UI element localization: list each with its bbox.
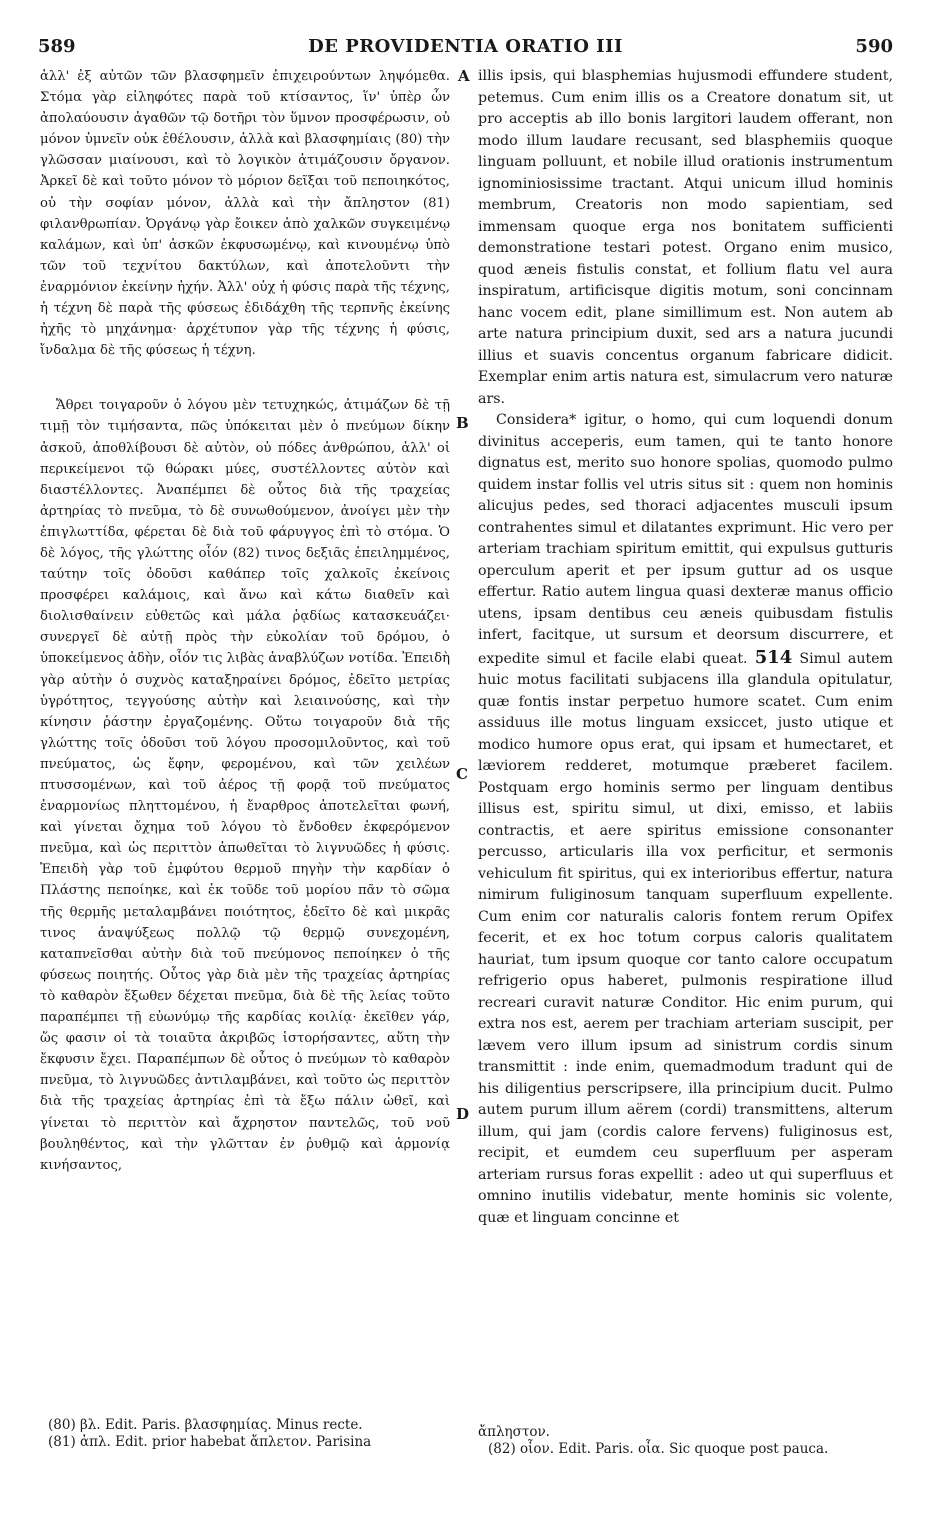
- latin-paragraph-2: [478, 410, 893, 1229]
- margin-marker-c: C: [456, 765, 468, 783]
- footnote-82: (82) οἷον. Edit. Paris. οἷα. Sic quoque post pauca.: [488, 1441, 829, 1457]
- page-number-right: 590: [855, 36, 893, 57]
- latin-paragraph-1: illis ipsis, qui blasphemias hujusmodi effundere student, petemus. Cum enim illis os a Creatore donatum sit, ut pro acceptis ab illo bonis largitori laudem offerant, non modo illum laudare recusant, sed blasphemiis quoque linguam polluunt, et nobile illud orationis instrumentum ignominiosissime tractant. Atqui unicum illud hominis membrum, Creatoris non modo sapientiam, sed immensam quoque erga nos bonitatem sufficienti demonstratione testari potest. Organo enim musico, quod æneis fistulis constat, et follium flatu vel aura inspiratum, artificisque digitis motum, soni concinnam hanc vocem edit, plane simillimum est. Non autem ab arte natura principium duxit, sed ars a natura jucundi illius et suavis concentus organum fabricare didicit. Exemplar enim artis natura est, simulacrum vero naturæ ars.: [478, 68, 893, 407]
- footnote-81: (81) ἀπλ. Edit. prior habebat ἄπλετον. Parisina: [48, 1434, 372, 1450]
- margin-marker-d: D: [456, 1105, 470, 1123]
- latin-footnotes: [478, 1424, 893, 1458]
- greek-paragraph-2: Ἄθρει τοιγαροῦν ὁ λόγου μὲν τετυχηκώς, ἀτιμάζων δὲ τῇ τιμῇ τὸν τιμήσαντα, πῶς ὑπόκειται μὲν ὁ πνεύμων δίκην ἀσκοῦ, ἀποθλίβουσι δὲ αὐτὸν, οὐ πόδες ἀνθρώπου, ἀλλ' οἱ περικείμενοι τῷ θώρακι μύες, συστέλλοντες αὐτὸν καὶ διαστέλλοντες. Ἀναπέμπει δὲ οὗτος διὰ τῆς τραχείας ἀρτηρίας τὸ πνεῦμα, τὸ δὲ συνωθούμενον, ἀνοίγει μὲν τὴν ἐπιγλωττίδα, φέρεται δὲ διὰ τοῦ φάρυγγος ἐπὶ τὸ στόμα. Ὁ δὲ λόγος, τῆς γλώττης οἷόν (82) τινος δεξιᾶς ἐπειλημμένος, ταύτην τοῖς ὀδοῦσι καθάπερ τοῖς χαλκοῖς ἐκείνοις προσφέρει καλάμοις, καὶ ἄνω καὶ κάτω διαθεῖν καὶ διολισθαίνειν εὐθετῶς καὶ μάλα ῥᾳδίως κατασκευάζει· συνεργεῖ δὲ αὐτῇ πρὸς τὴν εὐκολίαν τοῦ δρόμου, ὁ ὑποκείμενος ἀδὴν, οἷόν τις λιβὰς ἀναβλύζων νοτίδα. Ἐπειδὴ γὰρ αὐτὴν ὁ συχνὸς καταξηραίνει δρόμος, ἐδεῖτο μετρίας ὑγρότητος, τεγγούσης αὐτὴν καὶ λειαινούσης, καὶ τὴν κίνησιν ῥάστην ἐργαζομένης. Οὕτω τοιγαροῦν διὰ τῆς γλώττης τοῖς ὀδοῦσι τοῦ λόγου προσομιλοῦντος, καὶ τοῦ πνεύματος, ὡς ἔφην, φερομένου, καὶ τῶν χειλέων πτυσσομένων, καὶ τοῦ ἀέρος τῇ φορᾷ τοῦ πνεύματος ἐναρμονίως πληττομένου, ἡ ἔναρθρος ἀποτελεῖται φωνή, καὶ γίνεται ὄχημα τοῦ λόγου τὸ ἔνδοθεν ἐκφερόμενον πνεῦμα, καὶ ὡς περιττὸν ἀπωθεῖται τὸ λιγνυῶδες ἡ φύσις. Ἐπειδὴ γὰρ τοῦ ἐμφύτου θερμοῦ πηγὴν τὴν καρδίαν ὁ Πλάστης πεποίηκε, καὶ ἐκ τοῦδε τοῦ μορίου πᾶν τὸ σῶμα τῆς θερμῆς μεταλαμβάνει ποιότητος, ἐδεῖτο δὲ καὶ μικρᾶς τινος ἀναψύξεως πολλῷ τῷ θερμῷ συνεχομένη, καταπνεῖσθαι αὐτὴν διὰ τοῦ πνεύμονος πεποίηκεν ὁ τῆς φύσεως ποιητής. Οὗτος γὰρ διὰ μὲν τῆς τραχείας ἀρτηρίας τὸ καθαρὸν ἔξωθεν δέχεται πνεῦμα, διὰ δὲ τῆς λείας τοῦτο παραπέμπει τῇ εὐωνύμῳ τῆς καρδίας κοιλίᾳ· ἐκεῖθεν γάρ, ὥς φασιν οἱ τὰ τοιαῦτα ἀκριβῶς ἱστορήσαντες, αὕτη τὴν ἔκφυσιν ἔχει. Παραπέμπων δὲ οὗτος ὁ πνεύμων τὸ καθαρὸν πνεῦμα, τὸ λιγνυῶδες ἀντιλαμβάνει, καὶ τοῦτο ὡς περιττὸν διὰ τῆς τραχείας ἀρτηρίας ἐπὶ τὰ ἔξω πάλιν ὠθεῖ, καὶ γίνεται τὸ περιττὸν καὶ ἄχρηστον παντελῶς, τοῦ νοῦ βουληθέντος, καὶ τὴν γλῶτταν ἐν ῥυθμῷ καὶ ἁρμονίᾳ κινήσαντος,: [40, 398, 450, 1173]
- margin-marker-b: B: [456, 414, 469, 432]
- latin-paragraph-2b: Simul autem huic motus facilitati subjacens illa glandula opitulatur, quæ fontis instar perpetuo humore scatet. Cum enim assiduus ille motus linguam exsiccet, justo utique et modico humore opus erat, qui ipsam et humectaret, et læviorem redderet, motumque præberet facilem. Postquam ergo hominis sermo per linguam dentibus illisus est, spiritu simul, ut dixi, emisso, et labiis contractis, et aere spiritus emissione consonanter percusso, articularis illa vox perficitur, et sermonis vehiculum fit spiritus, qui ex interioribus effertur, natura nimirum fuliginosum tanquam superfluum expellente. Cum enim cor naturalis caloris fontem rerum Opifex fecerit, et ex hoc totum corpus caloris qualitatem hauriat, tum ipsum quoque cor tanto calore occupatum refrigerio opus haberet, pulmonis respiratione illud recreari curavit naturæ Conditor. Hic enim purum, qui extra nos est, aerem per trachiam arteriam suscipit, per lævem vero illum ipsum ad sinistrum cordis sinum transmittit : inde enim, quemadmodum tradunt qui de his diligentius perscripsere, illa principium ducit. Pulmo autem purum illum aërem (cordi) transmittens, alterum illum, qui jam (cordis calore fervens) fuliginosus est, recipit, et eumdem ceu superfluum per asperam arteriam rursus foras expellit : adeo ut qui superfluus et omnino inutilis videbatur, mente hominis sic volente, quæ et linguam concinne et: [478, 650, 894, 1226]
- page-number-left: 589: [38, 36, 76, 57]
- footnote-80: (80) βλ. Edit. Paris. βλασφημίας. Minus recte.: [48, 1417, 363, 1433]
- greek-footnotes: [48, 1417, 458, 1451]
- column-number-514: 514: [754, 646, 793, 668]
- margin-marker-a: A: [458, 67, 470, 85]
- footnote-81-continuation: ἄπληστον.: [478, 1424, 550, 1440]
- running-header: [38, 36, 893, 64]
- running-title: DE PROVIDENTIA ORATIO III: [308, 36, 623, 57]
- greek-column: [40, 66, 450, 1176]
- latin-paragraph-2a: Considera* igitur, o homo, qui cum loquendi donum divinitus acceperis, eum tamen, qui te tanto honore dignatus est, merito suo honore spolias, quomodo pulmo quidem instar follis vel utris situs sit : quem non hominis alicujus pedes, sed thoraci adjacentes musculi ipsum contrahentes simul et dilatantes exprimunt. Hic vero per arteriam trachiam spiritum emittit, qui expulsus gutturis operculum aperit et per ipsum guttur ad os usque effertur. Ratio autem lingua quasi dexteræ manus officio utens, ipsam dentibus ceu æneis quibusdam fistulis infert, facitque, ut sursum et deorsum discurrere, et expedite simul et facile elabi queat.: [478, 412, 893, 667]
- greek-paragraph-1: ἀλλ' ἐξ αὐτῶν τῶν βλασφημεῖν ἐπιχειρούντων ληψόμεθα. Στόμα γὰρ εἰληφότες παρὰ τοῦ κτίσαντος, ἵν' ὑπὲρ ὧν ἀπολαύουσιν ἀγαθῶν τῷ δοτῆρι τὸν ὕμνον προσφέρωσιν, οὐ μόνον ὑμνεῖν οὐκ ἐθέλουσιν, ἀλλὰ καὶ βλασφημίαις (80) τὴν γλῶσσαν μιαίνουσι, καὶ τὸ λογικὸν ἀτιμάζουσιν ὄργανον. Ἀρκεῖ δὲ καὶ τοῦτο μόνον τὸ μόριον δεῖξαι τοῦ πεποιηκότος, οὐ τὴν σοφίαν μόνον, ἀλλὰ καὶ τὴν ἄπληστον (81) φιλανθρωπίαν. Ὀργάνῳ γὰρ ἔοικεν ἀπὸ χαλκῶν συγκειμένῳ καλάμων, καὶ ὑπ' ἀσκῶν ἐκφυσωμένῳ, καὶ κινουμένῳ ὑπὸ τῶν τοῦ τεχνίτου δακτύλων, καὶ ἀποτελοῦντι τὴν ἐναρμόνιον ἐκείνην ἠχήν. Ἀλλ' οὐχ ἡ φύσις παρὰ τῆς τέχνης, ἡ τέχνη δὲ παρὰ τῆς φύσεως ἐδιδάχθη τῆς τερπνῆς ἐκείνης ἠχῆς τὸ μηχάνημα· ἀρχέτυπον γὰρ τῆς τέχνης ἡ φύσις, ἴνδαλμα δὲ τῆς φύσεως ἡ τέχνη.: [40, 69, 450, 359]
- latin-column: [478, 66, 893, 1229]
